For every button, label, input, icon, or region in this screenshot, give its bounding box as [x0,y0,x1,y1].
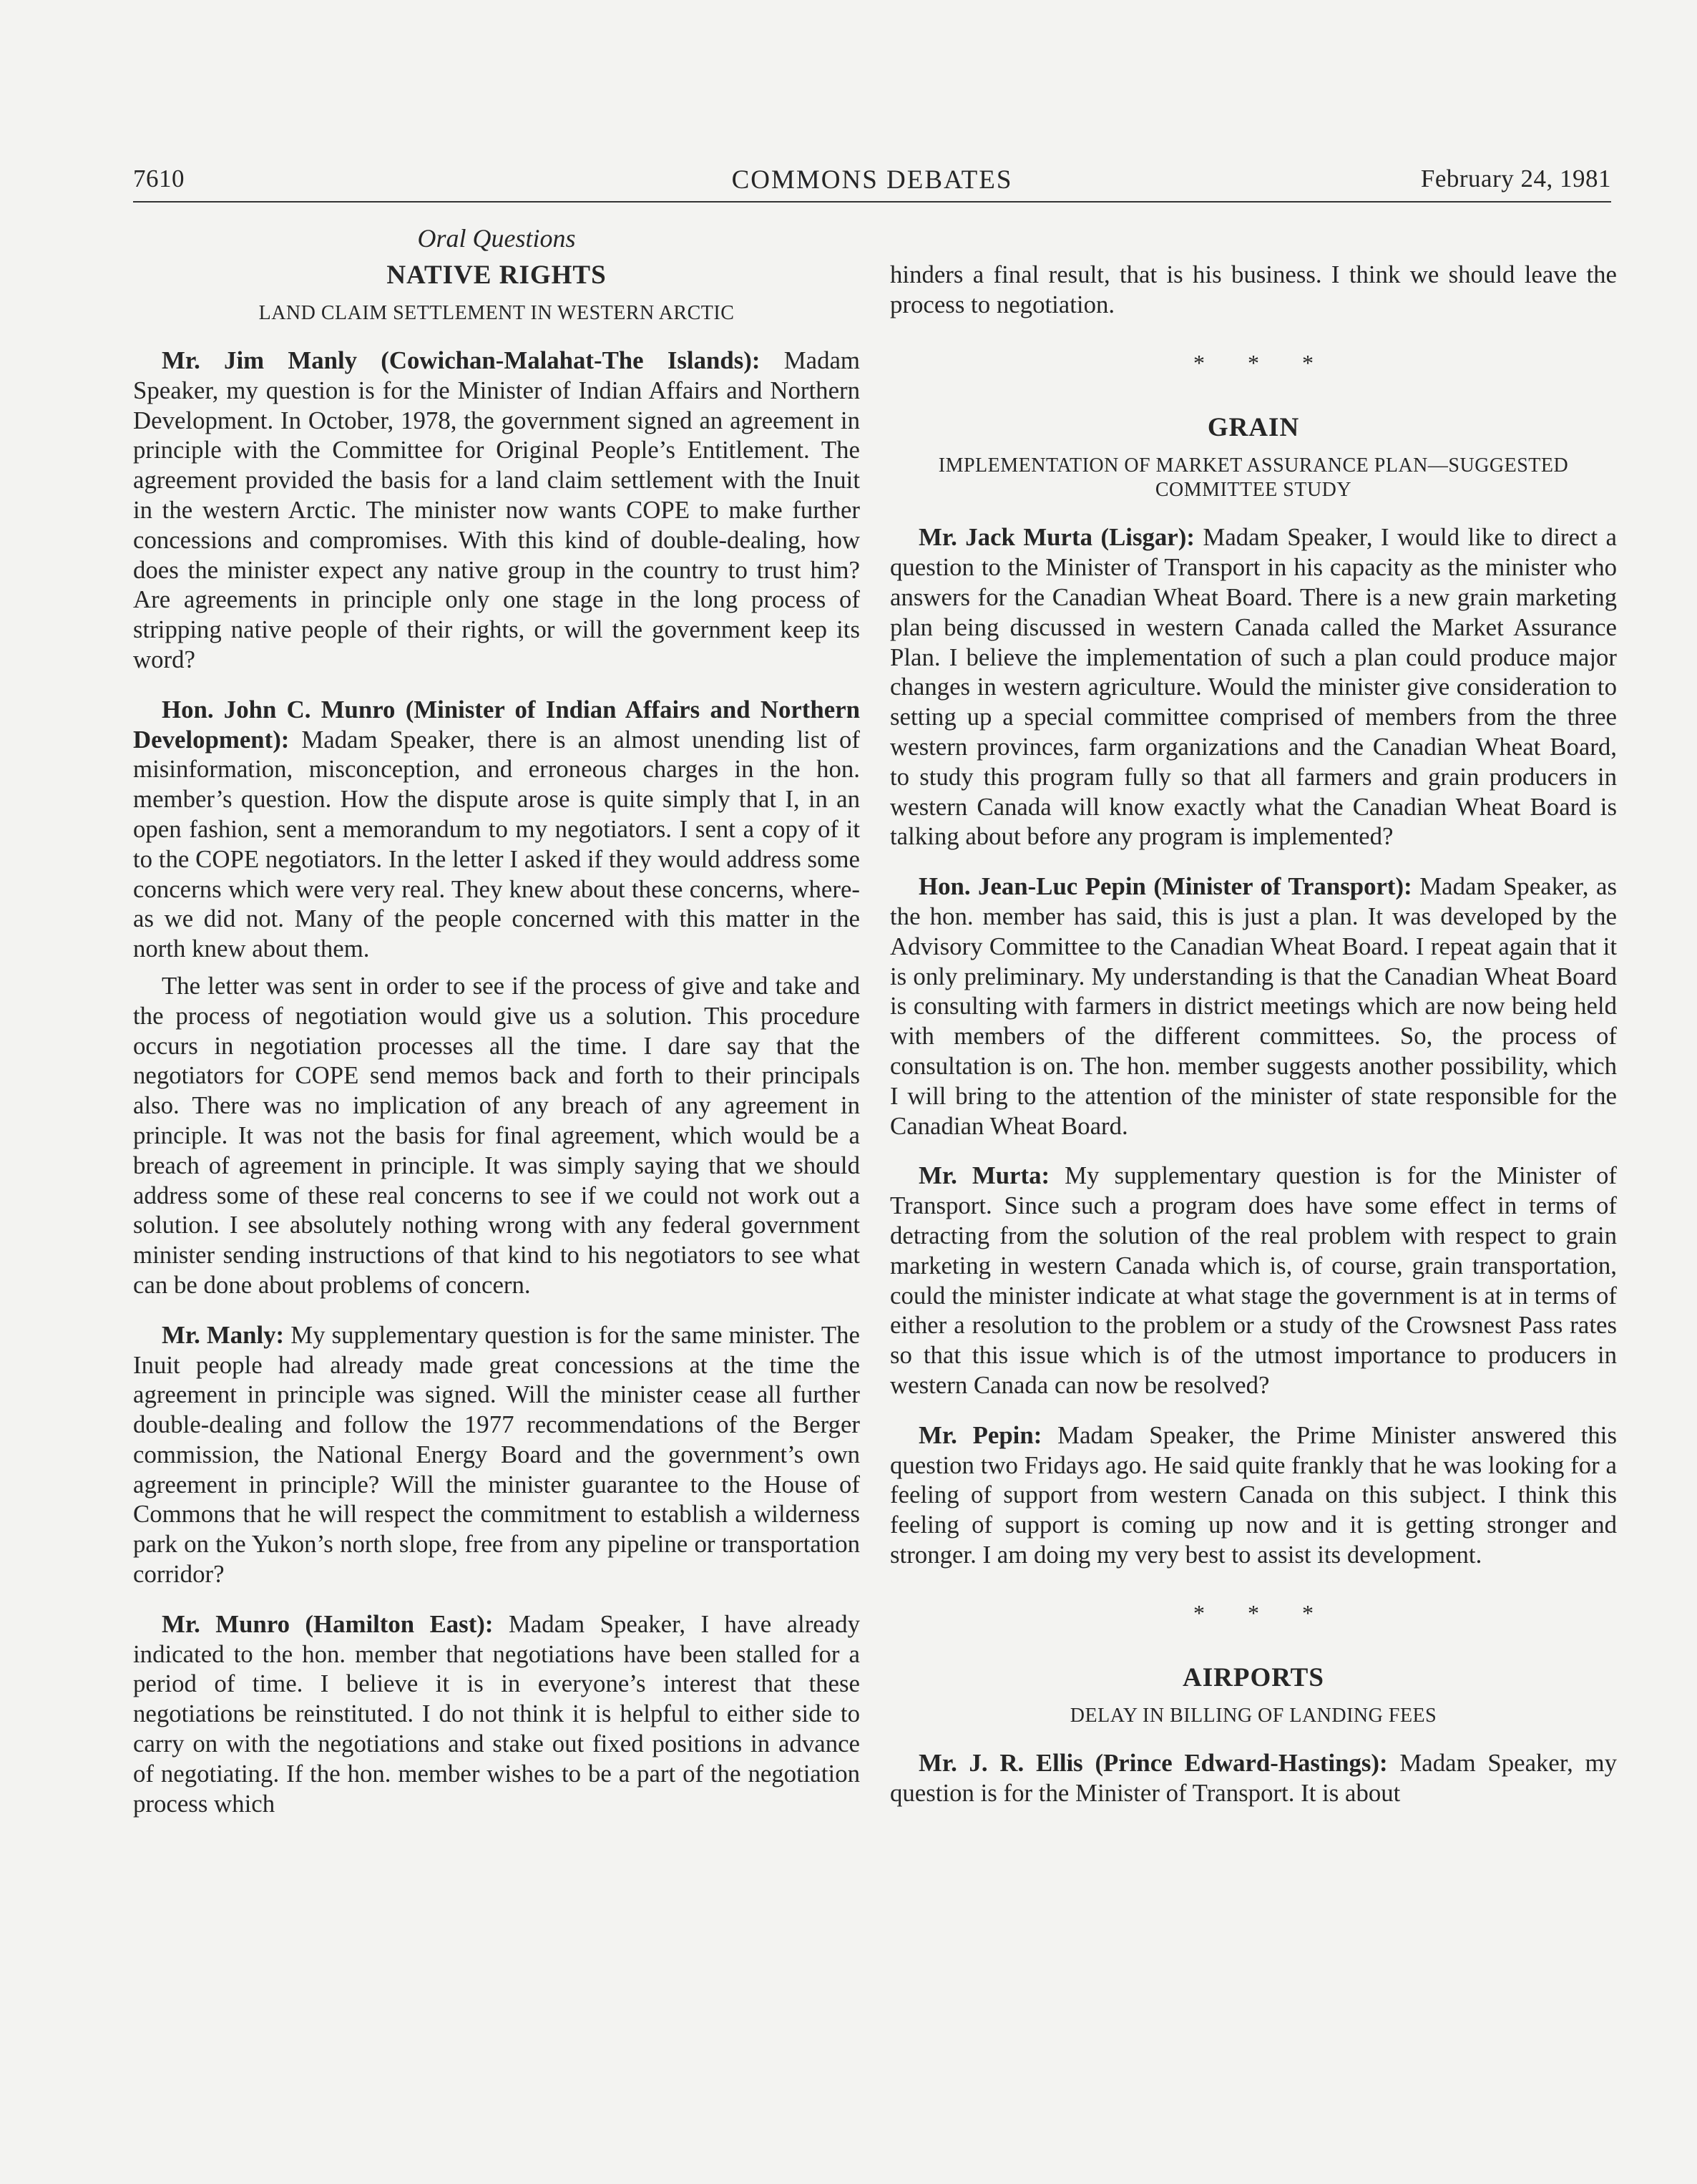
speaker-name: Mr. Murta: [919,1161,1050,1190]
speaker-name: Mr. Manly: [162,1320,285,1349]
header-rule [133,201,1611,203]
paragraph-text: hinders a final result, that is his business. I think we should leave the process to negotiation. [890,260,1617,318]
speaker-name: Hon. John C. Munro (Minister of Indian Affairs and Northern Development): [133,695,860,754]
right-column [890,218,1617,1808]
running-head [133,165,1611,200]
section-separator: * * * [1193,349,1332,376]
paragraph-manly-supplementary [133,1320,860,1589]
section-heading-native-rights: NATIVE RIGHTS [386,260,607,290]
section-heading-airports: AIRPORTS [1183,1663,1324,1693]
section-subheading-landing-fees: DELAY IN BILLING OF LANDING FEES [1070,1705,1437,1727]
speaker-name: Mr. Pepin: [919,1420,1042,1449]
paragraph-text: Madam Speaker, I would like to direct a question to the Minister of Transport in his capacity as the minister who answers for the Canadian Wheat Board. There is a new grain marketing plan being discussed in western Canada called the Market Assurance Plan. I believe the implementation of such a plan could produce major changes in western agriculture. Would the minister give consideration to setting up a special committee comprised of members from the three western provinces, farm organizations and the Canadian Wheat Board, to study this program fully so that all farmers and grain producers in western Canada will know exactly what the Canadian Wheat Board is talking about before any program is implemented? [890,523,1617,851]
paragraph-manly-question [133,346,860,675]
paragraph-murta-supplementary [890,1161,1617,1400]
paragraph-text: The letter was sent in order to see if the process of give and take and the process of negotiation would give us a solution. This procedure occurs in negotiation processes all the time. I dare say that the negotiators for COPE send memos back and forth to their principals also. There was no implication of any breach of any agreement in principle. It was not the basis for final agreement, which would be a breach of agreement in principle. It was simply saying that we should address some of these real concerns to see if we could not work out a solution. I see absolutely nothing wrong with any federal government minister sending instructions of that kind to his negotiators to see what can be done about problems of concern. [133,971,860,1299]
speaker-name: Hon. Jean-Luc Pepin (Minister of Transport): [919,872,1412,901]
left-column [133,218,860,1818]
paragraph-text: Madam Speaker, my question is for the Minister of Indian Affairs and Northern Development. In October, 1978, the government signed an agreement in principle with the Committee for Original People’s Entitlement. The agreement provided the basis for a land claim settlement with the Inuit in the western Arctic. The minister now wants COPE to make further concessions and compromises. With this kind of double-dealing, how does the minister expect any native group in the country to trust him? Are agreements in principle only one stage in the long process of stripping native people of their rights, or will the government keep its word? [133,346,860,673]
paragraph-text: My supplementary question is for the same minister. The Inuit people had already made great concessions at the time the agreement in principle was signed. Will the minister cease all further double-dealing and follow the 1977 recommendations of the Berger commission, the National Energy Board and the government’s own agreement in principle? Will the minister guarantee to the House of Commons that he will respect the commitment to establish a wilderness park on the Yukon’s north slope, free from any pipeline or transportation corridor? [133,1320,860,1589]
paragraph-text: Madam Speaker, as the hon. member has said, this is just a plan. It was developed by the Advisory Committee to the Canadian Wheat Board. I repeat again that it is only preliminary. My understanding is that the Canadian Wheat Board is consulting with farmers in district meetings which are now being held with members of the different committees. So, the process of consultation is on. The hon. member suggests another possibility, which I will bring to the attention of the minister of state responsible for the Canadian Wheat Board. [890,872,1617,1140]
speaker-name: Mr. J. R. Ellis (Prince Edward-Hastings): [919,1749,1388,1778]
paragraph-text: Madam Speaker, I have already indicated to the hon. member that negotiations have been stalled for a period of time. I believe it is in everyone’s interest that these negotiations be reinstituted. I do not think it is helpful to either side to carry on with the negotiations and stake out fixed positions in advance of negotiating. If the hon. member wishes to be a part of the negotiation process which [133,1609,860,1818]
paragraph-continuation [890,260,1617,320]
paragraph-munro-continued [133,971,860,1300]
section-heading-grain: GRAIN [1207,413,1300,443]
paragraph-text: Madam Speaker, my question is for the Minister of Transport. It is about [890,1749,1617,1808]
paragraph-munro-answer [133,695,860,964]
page-number: 7610 [133,165,185,192]
speaker-name: Mr. Jim Manly (Cowichan-Malahat-The Islands): [162,346,761,374]
paragraph-ellis-question [890,1748,1617,1808]
paragraph-murta-question [890,522,1617,852]
section-subheading-land-claim: LAND CLAIM SETTLEMENT IN WESTERN ARCTIC [258,302,735,324]
section-separator: * * * [1193,1599,1332,1626]
paragraph-munro-reply [133,1609,860,1819]
section-label: Oral Questions [417,224,576,253]
section-subheading-market-assurance: IMPLEMENTATION OF MARKET ASSURANCE PLAN—SUGGESTED COMMITTEE STUDY [938,454,1569,502]
paragraph-pepin-answer [890,872,1617,1141]
paragraph-pepin-reply [890,1420,1617,1570]
paragraph-text: Madam Speaker, there is an almost unending list of misinformation, misconception, and erroneous charges in the hon. member’s question. How the dispute arose is quite simply that I, in an open fashion, sent a memorandum to my negotiators. I sent a copy of it to the COPE negotiators. In the letter I asked if they would address some concerns which were very real. They knew about these concerns, whereas we did not. Many of the people concerned with this matter in the north knew about them. [133,725,860,963]
paragraph-text: My supplementary question is for the Minister of Transport. Since such a program does have some effect in terms of detracting from the solution of the real problem with respect to grain marketing in western Canada which is, of course, grain transportation, could the minister indicate at what stage the government is at in terms of either a resolution to the problem or a study of the Crowsnest Pass rates so that this issue which is of the utmost importance to producers in western Canada can now be resolved? [890,1161,1617,1399]
speaker-name: Mr. Munro (Hamilton East): [162,1609,494,1638]
publication-date: February 24, 1981 [1420,165,1611,192]
publication-title: COMMONS DEBATES [731,165,1013,195]
paragraph-text: Madam Speaker, the Prime Minister answered this question two Fridays ago. He said quite frankly that he was looking for a feeling of support from western Canada on this subject. I think this feeling of support is coming up now and it is getting stronger and stronger. I am doing my very best to assist its development. [890,1420,1618,1569]
speaker-name: Mr. Jack Murta (Lisgar): [919,523,1195,552]
